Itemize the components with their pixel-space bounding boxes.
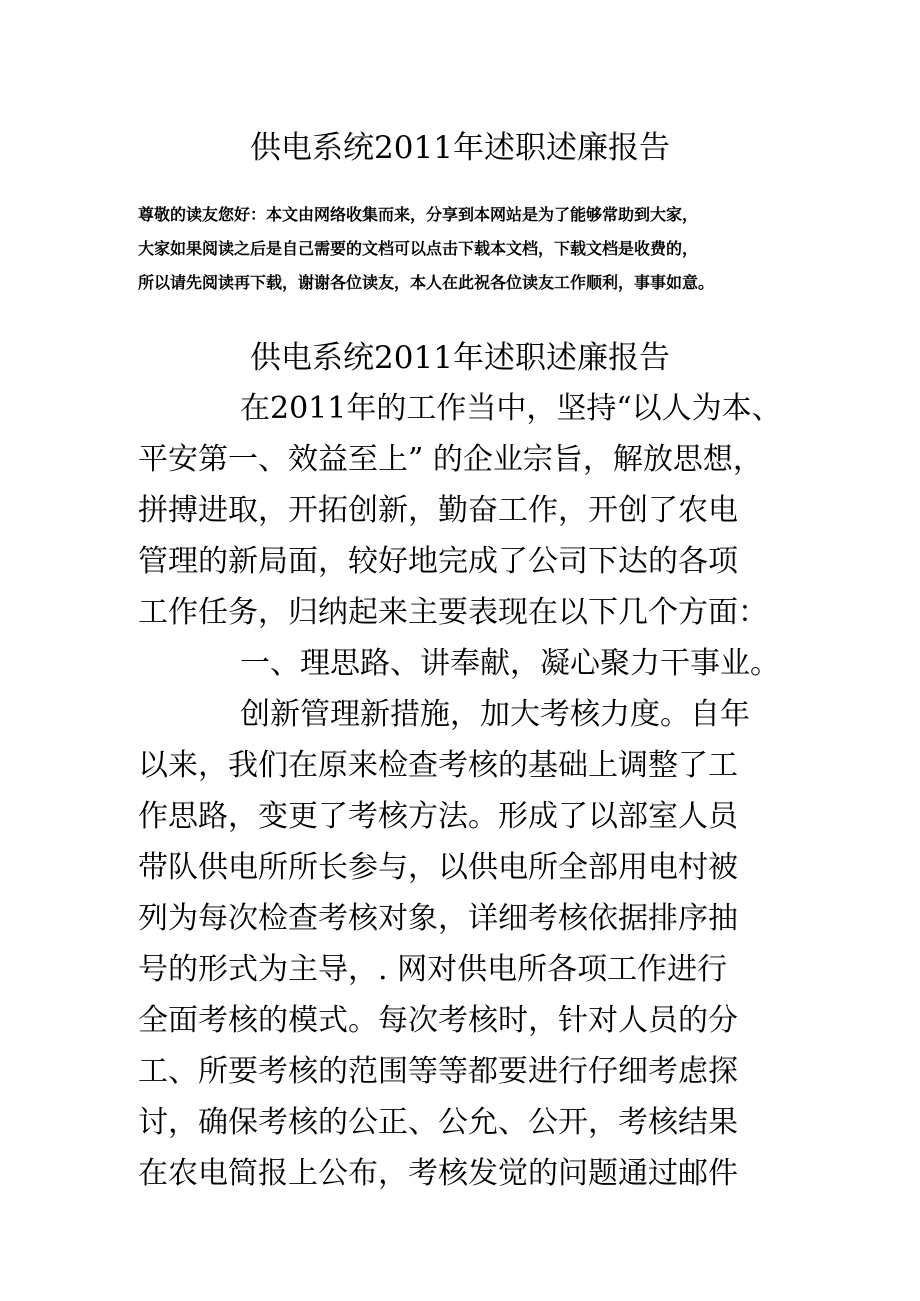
notice-line: 尊敬的读友您好：本文由网络收集而来，分享到本网站是为了能够常助到大家，	[138, 205, 699, 224]
paragraph-line: 号的形式为主导，. 网对供电所各项工作进行	[138, 952, 728, 987]
paragraph-line: 工、所要考核的范围等等都要进行仔细考虑探	[138, 1054, 738, 1089]
paragraph-line: 拼搏进取，开拓创新，勤奋工作，开创了农电	[138, 493, 738, 528]
paragraph-line: 作思路，变更了考核方法。形成了以部室人员	[138, 799, 738, 834]
paragraph-line: 工作任务，归纳起来主要表现在以下几个方面：	[138, 595, 768, 630]
notice-line: 所以请先阅读再下载，谢谢各位读友，本人在此祝各位读友工作顺利，事事如意。	[138, 273, 715, 292]
paragraph-line: 在农电简报上公布，考核发觉的问题通过邮件	[138, 1156, 738, 1191]
reader-notice	[138, 198, 798, 300]
paragraph-line: 管理的新局面，较好地完成了公司下达的各项	[138, 544, 738, 579]
paragraph-line: 在2011年的工作当中，坚持“以人为本、	[240, 391, 782, 426]
document-title: 供电系统2011年述职述廉报告	[250, 340, 670, 376]
page-title: 供电系统2011年述职述廉报告	[250, 130, 670, 166]
paragraph-line: 平安第一、效益至上” 的企业宗旨，解放思想，	[138, 442, 763, 477]
paragraph-line: 带队供电所所长参与，以供电所全部用电村被	[138, 850, 738, 885]
notice-line: 大家如果阅读之后是自己需要的文档可以点击下载本文档，下载文档是收费的，	[138, 239, 699, 258]
section-heading: 一、理思路、讲奉献，凝心聚力干事业。	[240, 646, 780, 681]
document-body	[138, 383, 786, 1199]
paragraph-line: 创新管理新措施，加大考核力度。自年	[240, 697, 750, 732]
paragraph-line: 全面考核的模式。每次考核时，针对人员的分	[138, 1003, 738, 1038]
paragraph-line: 以来，我们在原来检查考核的基础上调整了工	[138, 748, 738, 783]
paragraph-line: 讨，确保考核的公正、公允、公开，考核结果	[138, 1105, 738, 1140]
paragraph-line: 列为每次检查考核对象，详细考核依据排序抽	[138, 901, 738, 936]
